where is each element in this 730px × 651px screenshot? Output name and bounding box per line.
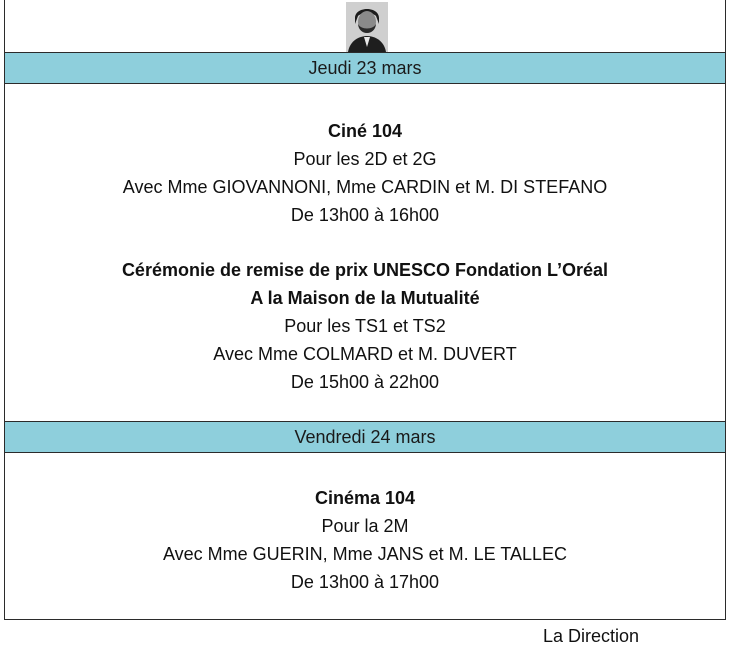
event-title-line2: A la Maison de la Mutualité xyxy=(250,288,480,308)
day-label: Jeudi 23 mars xyxy=(308,57,422,78)
event-title: Cinéma 104 xyxy=(314,488,416,508)
event-ceremonie-unesco xyxy=(5,256,725,396)
event-cinema-104 xyxy=(5,484,725,596)
event-staff: Avec Mme COLMARD et M. DUVERT xyxy=(213,344,517,364)
day-label: Vendredi 24 mars xyxy=(294,426,436,447)
event-time: De 13h00 à 17h00 xyxy=(290,572,440,592)
day-band-friday xyxy=(5,421,725,453)
event-staff: Avec Mme GIOVANNONI, Mme CARDIN et M. DI STEFANO xyxy=(122,177,608,197)
schedule-frame xyxy=(4,0,726,620)
portrait-image xyxy=(346,2,388,52)
event-title-line1: Cérémonie de remise de prix UNESCO Fondation L’Oréal xyxy=(121,260,609,280)
event-time: De 15h00 à 22h00 xyxy=(290,372,440,392)
event-audience: Pour la 2M xyxy=(321,516,409,536)
event-time: De 13h00 à 16h00 xyxy=(290,205,440,225)
event-cine-104 xyxy=(5,117,725,229)
signature: La Direction xyxy=(543,626,640,646)
day-band-thursday xyxy=(5,52,725,84)
event-audience: Pour les TS1 et TS2 xyxy=(284,316,446,336)
event-audience: Pour les 2D et 2G xyxy=(293,149,437,169)
event-title: Ciné 104 xyxy=(327,121,403,141)
event-staff: Avec Mme GUERIN, Mme JANS et M. LE TALLEC xyxy=(162,544,568,564)
header-row xyxy=(5,0,725,52)
